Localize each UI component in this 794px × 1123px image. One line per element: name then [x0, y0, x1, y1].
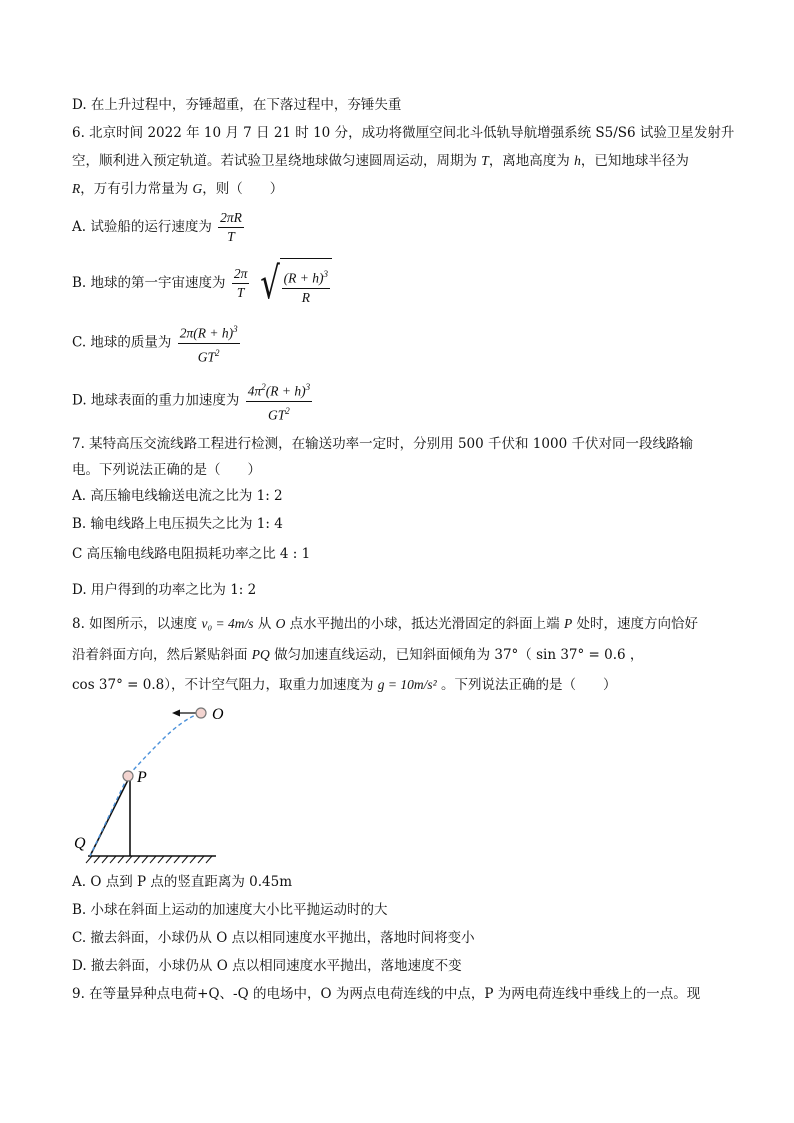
ball-at-o: [196, 708, 206, 718]
q7-stem-line2: 电。下列说法正确的是（ ）: [72, 462, 261, 478]
q6-b-fraction: $\frac{2\pi}{T}$: [233, 266, 248, 300]
q6-stem-line1: 6. 北京时间 2022 年 10 月 7 日 21 时 10 分，成功将微厘空间北斗低轨导航增强系统 S5/S6 试验卫星发射升: [72, 125, 735, 141]
q6-option-d: D. 地球表面的重力加速度为 $\frac{4\pi^2(R + h)^3}{GT^2}$: [72, 378, 734, 424]
q8-option-b: B. 小球在斜面上运动的加速度大小比平抛运动时的大: [72, 902, 388, 918]
label-q: Q: [74, 835, 86, 852]
q6-a-fraction: $\frac{2\pi R}{T}$: [220, 210, 242, 244]
q8-option-d: D. 撤去斜面，小球仍从 O 点以相同速度水平抛出，落地速度不变: [72, 958, 462, 974]
q7-option-a: A. 高压输电线输送电流之比为 1: 2: [72, 488, 283, 504]
q7-stem-line1: 7. 某特高压交流线路工程进行检测，在输送功率一定时，分别用 500 千伏和 1000 千伏对同一段线路输: [72, 436, 693, 452]
q6-option-c: C. 地球的质量为 $\frac{2\pi(R + h)^3}{GT^2}$: [72, 320, 734, 366]
q8-stem-line2: 沿着斜面方向，然后紧贴斜面 PQ 做匀加速直线运动，已知斜面倾角为 37°（ sin 37° = 0.6 ，: [72, 647, 644, 663]
q6-c-fraction: $\frac{2\pi(R + h)^3}{GT^2}$: [178, 320, 240, 366]
q6-stem-line3: R，万有引力常量为 G，则（ ）: [72, 181, 284, 197]
q6-d-fraction: $\frac{4\pi^2(R + h)^3}{GT^2}$: [246, 378, 312, 424]
q7-option-b: B. 输电线路上电压损失之比为 1: 4: [72, 516, 283, 532]
label-o: O: [212, 706, 224, 723]
q9-stem-line1: 9. 在等量异种点电荷+Q、-Q 的电场中，O 为两点电荷连线的中点，P 为两电荷连线中垂线上的一点。现: [72, 986, 701, 1002]
label-p: P: [137, 769, 147, 786]
q6-option-a: A. 试验船的运行速度为 $\frac{2\pi R}{T}$: [72, 210, 242, 244]
q8-stem-line3: cos 37° = 0.8），不计空气阻力，取重力加速度为 g = 10m/s² 。下列说法正确的是（ ）: [72, 677, 617, 693]
ground-hatch: [86, 856, 212, 863]
q8-figure: [70, 700, 230, 870]
q6-option-b: B. 地球的第一宇宙速度为 $\frac{2\pi}{T}$ √ $\frac{(R + h)^3}{R}$: [72, 258, 734, 309]
q6-b-sqrt: √ $\frac{(R + h)^3}{R}$: [256, 258, 332, 309]
ball-at-p: [123, 771, 133, 781]
q5-option-d: D. 在上升过程中，夯锤超重，在下落过程中，夯锤失重: [72, 97, 402, 113]
q6-stem-line2: 空，顺利进入预定轨道。若试验卫星绕地球做匀速圆周运动，周期为 T，离地高度为 h，已知地球半径为: [72, 153, 689, 169]
q8-option-a: A. O 点到 P 点的竖直距离为 0.45m: [72, 874, 293, 890]
q7-option-d: D. 用户得到的功率之比为 1: 2: [72, 582, 257, 598]
arrow-head: [172, 710, 180, 717]
q8-stem-line1: 8. 如图所示，以速度 v₀ = 4m/s 从 O 点水平抛出的小球，抵达光滑固定的斜面上端 P 处时，速度方向恰好: [72, 616, 699, 632]
q7-option-c: C 高压输电线路电阻损耗功率之比 4 : 1: [72, 546, 311, 562]
q8-option-c: C. 撤去斜面，小球仍从 O 点以相同速度水平抛出，落地时间将变小: [72, 930, 475, 946]
